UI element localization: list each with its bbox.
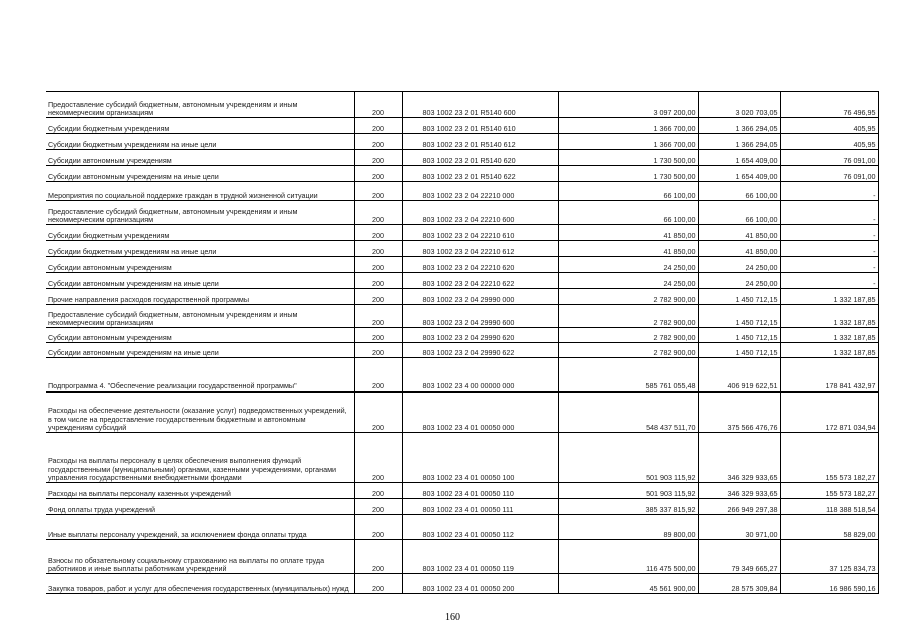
row-line-code-cell: 200 — [354, 134, 402, 150]
row-budget-code-cell: 803 1002 23 2 04 22210 620 — [402, 257, 558, 273]
row-remaining-amount-cell: - — [780, 201, 878, 225]
table-row — [46, 182, 878, 201]
row-remaining-amount-cell: 405,95 — [780, 118, 878, 134]
row-line-code-cell: 200 — [354, 289, 402, 305]
row-executed-amount-cell: 346 329 933,65 — [698, 433, 780, 483]
row-line-code-cell: 200 — [354, 166, 402, 182]
table-row — [46, 328, 878, 343]
table-row — [46, 289, 878, 305]
row-budget-code-cell: 803 1002 23 4 01 00050 119 — [402, 540, 558, 574]
row-remaining-amount-cell: - — [780, 273, 878, 289]
table-row — [46, 118, 878, 134]
row-approved-amount-cell: 41 850,00 — [558, 241, 698, 257]
row-approved-amount-cell: 548 437 511,70 — [558, 392, 698, 433]
row-approved-amount-cell: 41 850,00 — [558, 225, 698, 241]
row-remaining-amount-cell: 76 091,00 — [780, 166, 878, 182]
table-row — [46, 150, 878, 166]
row-remaining-amount-cell: 118 388 518,54 — [780, 499, 878, 515]
table-row — [46, 225, 878, 241]
row-name-cell: Субсидии бюджетным учреждениям на иные цели — [46, 241, 354, 257]
table-row — [46, 134, 878, 150]
row-approved-amount-cell: 1 730 500,00 — [558, 150, 698, 166]
row-remaining-amount-cell: 155 573 182,27 — [780, 433, 878, 483]
row-executed-amount-cell: 41 850,00 — [698, 241, 780, 257]
row-approved-amount-cell: 501 903 115,92 — [558, 433, 698, 483]
row-remaining-amount-cell: 155 573 182,27 — [780, 483, 878, 499]
table-row — [46, 343, 878, 358]
row-executed-amount-cell: 30 971,00 — [698, 515, 780, 540]
row-budget-code-cell: 803 1002 23 2 01 R5140 622 — [402, 166, 558, 182]
row-executed-amount-cell: 66 100,00 — [698, 201, 780, 225]
table-row — [46, 166, 878, 182]
row-remaining-amount-cell: 1 332 187,85 — [780, 289, 878, 305]
row-remaining-amount-cell: 16 986 590,16 — [780, 574, 878, 594]
row-approved-amount-cell: 3 097 200,00 — [558, 92, 698, 118]
row-remaining-amount-cell: - — [780, 241, 878, 257]
row-line-code-cell: 200 — [354, 305, 402, 328]
row-approved-amount-cell: 45 561 900,00 — [558, 574, 698, 594]
row-executed-amount-cell: 79 349 665,27 — [698, 540, 780, 574]
row-executed-amount-cell: 346 329 933,65 — [698, 483, 780, 499]
row-remaining-amount-cell: 76 091,00 — [780, 150, 878, 166]
row-executed-amount-cell: 1 450 712,15 — [698, 328, 780, 343]
row-budget-code-cell: 803 1002 23 2 04 22210 000 — [402, 182, 558, 201]
row-name-cell: Субсидии автономным учреждениям — [46, 257, 354, 273]
row-name-cell: Фонд оплаты труда учреждений — [46, 499, 354, 515]
row-line-code-cell: 200 — [354, 328, 402, 343]
row-remaining-amount-cell: 37 125 834,73 — [780, 540, 878, 574]
row-executed-amount-cell: 1 654 409,00 — [698, 150, 780, 166]
row-remaining-amount-cell: 1 332 187,85 — [780, 328, 878, 343]
row-approved-amount-cell: 2 782 900,00 — [558, 305, 698, 328]
row-name-cell: Субсидии автономным учреждениям — [46, 150, 354, 166]
row-line-code-cell: 200 — [354, 540, 402, 574]
row-approved-amount-cell: 2 782 900,00 — [558, 328, 698, 343]
row-budget-code-cell: 803 1002 23 2 04 22210 622 — [402, 273, 558, 289]
row-approved-amount-cell: 66 100,00 — [558, 201, 698, 225]
row-budget-code-cell: 803 1002 23 2 04 29990 622 — [402, 343, 558, 358]
table-row — [46, 433, 878, 483]
row-budget-code-cell: 803 1002 23 4 00 00000 000 — [402, 358, 558, 392]
row-line-code-cell: 200 — [354, 358, 402, 392]
row-name-cell: Мероприятия по социальной поддержке граждан в трудной жизненной ситуации — [46, 182, 354, 201]
row-remaining-amount-cell: 178 841 432,97 — [780, 358, 878, 392]
row-name-cell: Субсидии бюджетным учреждениям — [46, 118, 354, 134]
table-row — [46, 540, 878, 574]
row-line-code-cell: 200 — [354, 392, 402, 433]
row-name-cell: Закупка товаров, работ и услуг для обеспечения государственных (муниципальных) нужд — [46, 574, 354, 594]
table-row — [46, 515, 878, 540]
row-budget-code-cell: 803 1002 23 2 01 R5140 612 — [402, 134, 558, 150]
row-line-code-cell: 200 — [354, 574, 402, 594]
row-name-cell: Субсидии автономным учреждениям на иные цели — [46, 343, 354, 358]
row-line-code-cell: 200 — [354, 118, 402, 134]
row-budget-code-cell: 803 1002 23 4 01 00050 110 — [402, 483, 558, 499]
row-budget-code-cell: 803 1002 23 2 01 R5140 600 — [402, 92, 558, 118]
row-budget-code-cell: 803 1002 23 2 04 29990 600 — [402, 305, 558, 328]
table-body — [46, 92, 878, 594]
row-executed-amount-cell: 28 575 309,84 — [698, 574, 780, 594]
row-name-cell: Предоставление субсидий бюджетным, автономным учреждениям и иным некоммерческим организациям — [46, 305, 354, 328]
row-name-cell: Предоставление субсидий бюджетным, автономным учреждениям и иным некоммерческим организациям — [46, 92, 354, 118]
row-name-cell: Расходы на обеспечение деятельности (оказание услуг) подведомственных учреждений, в том числе на предоставление государственным бюджетным и автономным учреждениям субсидий — [46, 392, 354, 433]
row-approved-amount-cell: 1 366 700,00 — [558, 118, 698, 134]
row-line-code-cell: 200 — [354, 150, 402, 166]
row-remaining-amount-cell: 172 871 034,94 — [780, 392, 878, 433]
table-row — [46, 499, 878, 515]
row-remaining-amount-cell: 58 829,00 — [780, 515, 878, 540]
row-executed-amount-cell: 1 366 294,05 — [698, 134, 780, 150]
row-line-code-cell: 200 — [354, 225, 402, 241]
row-approved-amount-cell: 585 761 055,48 — [558, 358, 698, 392]
row-approved-amount-cell: 1 730 500,00 — [558, 166, 698, 182]
row-remaining-amount-cell: - — [780, 182, 878, 201]
row-executed-amount-cell: 66 100,00 — [698, 182, 780, 201]
row-budget-code-cell: 803 1002 23 2 04 22210 610 — [402, 225, 558, 241]
row-budget-code-cell: 803 1002 23 4 01 00050 200 — [402, 574, 558, 594]
row-approved-amount-cell: 66 100,00 — [558, 182, 698, 201]
row-executed-amount-cell: 375 566 476,76 — [698, 392, 780, 433]
row-budget-code-cell: 803 1002 23 2 04 22210 600 — [402, 201, 558, 225]
row-line-code-cell: 200 — [354, 182, 402, 201]
row-remaining-amount-cell: 1 332 187,85 — [780, 305, 878, 328]
row-budget-code-cell: 803 1002 23 2 01 R5140 620 — [402, 150, 558, 166]
row-name-cell: Взносы по обязательному социальному страхованию на выплаты по оплате труда работников и иные выплаты работникам учреждений — [46, 540, 354, 574]
row-line-code-cell: 200 — [354, 201, 402, 225]
row-line-code-cell: 200 — [354, 343, 402, 358]
row-approved-amount-cell: 385 337 815,92 — [558, 499, 698, 515]
row-approved-amount-cell: 24 250,00 — [558, 257, 698, 273]
table-row — [46, 92, 878, 118]
row-budget-code-cell: 803 1002 23 2 01 R5140 610 — [402, 118, 558, 134]
row-name-cell: Субсидии автономным учреждениям — [46, 328, 354, 343]
row-approved-amount-cell: 24 250,00 — [558, 273, 698, 289]
row-approved-amount-cell: 2 782 900,00 — [558, 289, 698, 305]
row-name-cell: Иные выплаты персоналу учреждений, за исключением фонда оплаты труда — [46, 515, 354, 540]
row-name-cell: Прочие направления расходов государственной программы — [46, 289, 354, 305]
row-executed-amount-cell: 1 450 712,15 — [698, 305, 780, 328]
row-line-code-cell: 200 — [354, 273, 402, 289]
row-budget-code-cell: 803 1002 23 4 01 00050 111 — [402, 499, 558, 515]
row-budget-code-cell: 803 1002 23 4 01 00050 100 — [402, 433, 558, 483]
row-name-cell: Субсидии бюджетным учреждениям — [46, 225, 354, 241]
row-executed-amount-cell: 406 919 622,51 — [698, 358, 780, 392]
row-executed-amount-cell: 3 020 703,05 — [698, 92, 780, 118]
row-executed-amount-cell: 1 366 294,05 — [698, 118, 780, 134]
row-name-cell: Субсидии автономным учреждениям на иные цели — [46, 273, 354, 289]
row-budget-code-cell: 803 1002 23 2 04 22210 612 — [402, 241, 558, 257]
row-executed-amount-cell: 1 450 712,15 — [698, 343, 780, 358]
table-row — [46, 201, 878, 225]
row-name-cell: Предоставление субсидий бюджетным, автономным учреждениям и иным некоммерческим организациям — [46, 201, 354, 225]
row-name-cell: Расходы на выплаты персоналу в целях обеспечения выполнения функций государственными (муниципальными) органами, казенными учреждениями, органами управления государственными внебюджетными фондами — [46, 433, 354, 483]
row-line-code-cell: 200 — [354, 433, 402, 483]
row-executed-amount-cell: 24 250,00 — [698, 273, 780, 289]
row-approved-amount-cell: 1 366 700,00 — [558, 134, 698, 150]
table-row — [46, 392, 878, 433]
budget-execution-table — [46, 91, 879, 594]
table-row — [46, 305, 878, 328]
row-executed-amount-cell: 1 450 712,15 — [698, 289, 780, 305]
row-executed-amount-cell: 41 850,00 — [698, 225, 780, 241]
page-number: 160 — [445, 612, 460, 623]
row-budget-code-cell: 803 1002 23 2 04 29990 620 — [402, 328, 558, 343]
row-executed-amount-cell: 1 654 409,00 — [698, 166, 780, 182]
row-line-code-cell: 200 — [354, 257, 402, 273]
row-line-code-cell: 200 — [354, 92, 402, 118]
row-line-code-cell: 200 — [354, 241, 402, 257]
row-budget-code-cell: 803 1002 23 4 01 00050 000 — [402, 392, 558, 433]
row-name-cell: Подпрограмма 4. "Обеспечение реализации государственной программы" — [46, 358, 354, 392]
row-executed-amount-cell: 24 250,00 — [698, 257, 780, 273]
table-row — [46, 574, 878, 594]
row-approved-amount-cell: 501 903 115,92 — [558, 483, 698, 499]
table-row — [46, 483, 878, 499]
row-remaining-amount-cell: - — [780, 257, 878, 273]
row-name-cell: Субсидии бюджетным учреждениям на иные цели — [46, 134, 354, 150]
row-approved-amount-cell: 89 800,00 — [558, 515, 698, 540]
row-remaining-amount-cell: 76 496,95 — [780, 92, 878, 118]
row-approved-amount-cell: 116 475 500,00 — [558, 540, 698, 574]
row-remaining-amount-cell: 405,95 — [780, 134, 878, 150]
row-name-cell: Субсидии автономным учреждениям на иные цели — [46, 166, 354, 182]
row-remaining-amount-cell: 1 332 187,85 — [780, 343, 878, 358]
row-line-code-cell: 200 — [354, 515, 402, 540]
table-row — [46, 358, 878, 392]
row-approved-amount-cell: 2 782 900,00 — [558, 343, 698, 358]
row-budget-code-cell: 803 1002 23 2 04 29990 000 — [402, 289, 558, 305]
row-remaining-amount-cell: - — [780, 225, 878, 241]
table-row — [46, 241, 878, 257]
table-row — [46, 257, 878, 273]
row-budget-code-cell: 803 1002 23 4 01 00050 112 — [402, 515, 558, 540]
row-executed-amount-cell: 266 949 297,38 — [698, 499, 780, 515]
table-row — [46, 273, 878, 289]
row-name-cell: Расходы на выплаты персоналу казенных учреждений — [46, 483, 354, 499]
row-line-code-cell: 200 — [354, 499, 402, 515]
row-line-code-cell: 200 — [354, 483, 402, 499]
